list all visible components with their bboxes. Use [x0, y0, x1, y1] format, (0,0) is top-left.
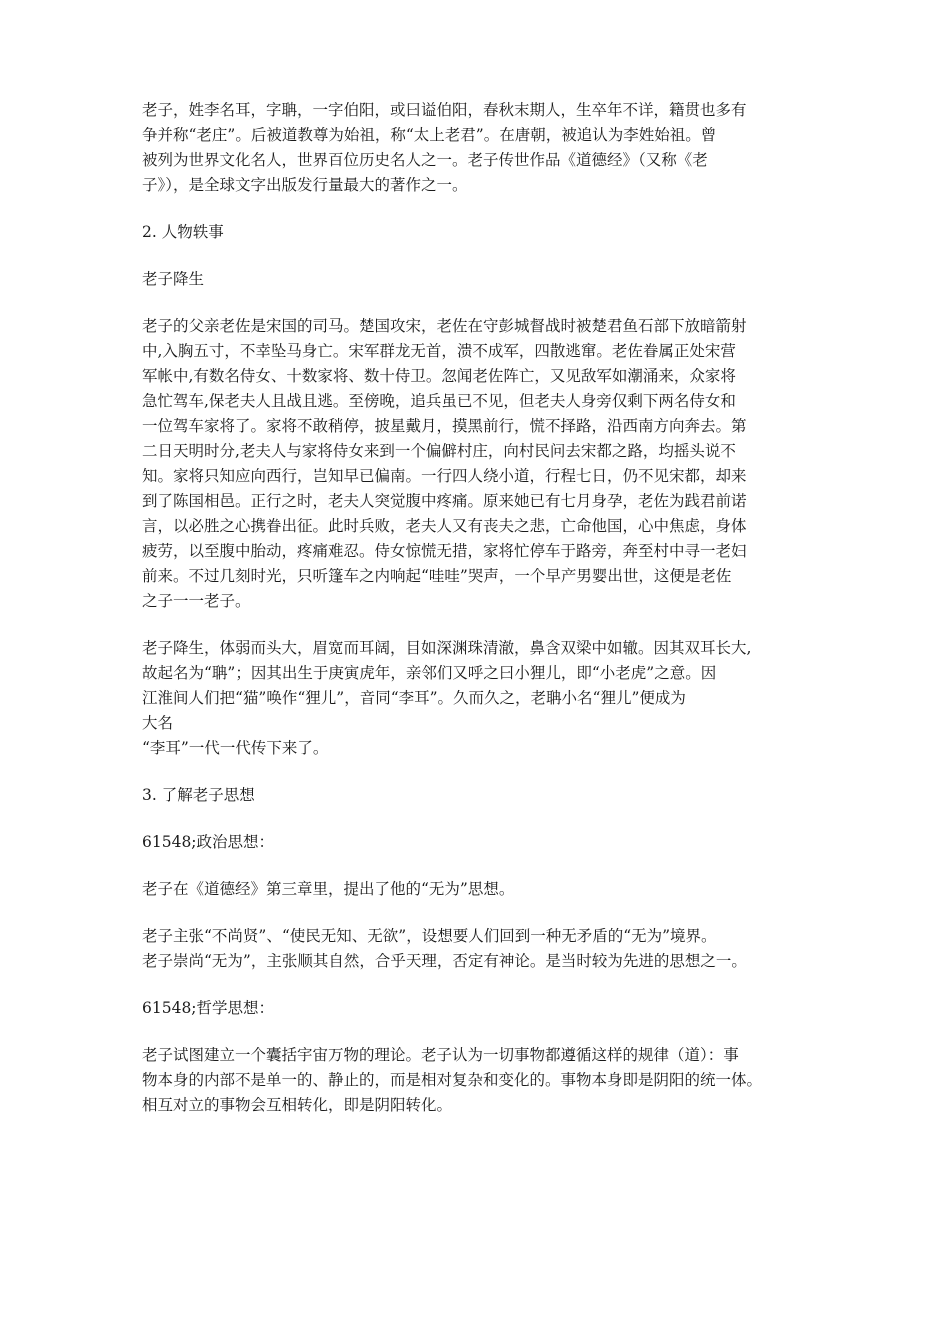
philosophy-line: 相互对立的事物会互相转化，即是阴阳转化。 [142, 1096, 453, 1114]
birth-story-line: 急忙驾车,保老夫人且战且逃。至傍晚，追兵虽已不见，但老夫人身旁仅剩下两名侍女和 [142, 392, 736, 410]
paragraph-gap [142, 808, 814, 830]
politics-paragraph-1 [142, 877, 814, 902]
philosophy-paragraph [142, 1043, 814, 1118]
birth-story-line: 二日天明时分,老夫人与家将侍女来到一个偏僻村庄，向村民问去宋都之路，均摇头说不 [142, 442, 736, 460]
paragraph-gap [142, 974, 814, 996]
intro-line: 老子，姓李名耳，字聃，一字伯阳，或曰谥伯阳，春秋末期人，生卒年不详，籍贯也多有 [142, 101, 747, 119]
paragraph-gap [142, 292, 814, 314]
name-origin-line: 大名 [142, 714, 174, 732]
birth-story-line: 前来。不过几刻时光，只听篷车之内响起“哇哇”哭声，一个早产男婴出世，这便是老佐 [142, 567, 732, 585]
document-body [142, 98, 814, 1118]
politics-line: 老子崇尚“无为”，主张顺其自然，合乎天理，否定有神论。是当时较为先进的思想之一。 [142, 952, 747, 970]
paragraph-gap [142, 761, 814, 783]
name-origin-line: 江淮间人们把“猫”唤作“狸儿”，音同“李耳”。久而久之，老聃小名“狸儿”便成为 [142, 689, 686, 707]
intro-line: 被列为世界文化名人，世界百位历史名人之一。老子传世作品《道德经》（又称《老 [142, 151, 708, 169]
intro-line: 子》），是全球文字出版发行量最大的著作之一。 [142, 176, 468, 194]
politics-label: 61548;政治思想： [142, 833, 275, 851]
politics-line: 老子在《道德经》第三章里，提出了他的“无为”思想。 [142, 880, 515, 898]
name-origin-paragraph [142, 636, 814, 761]
politics-line: 老子主张“不尚贤”、“使民无知、无欲”，设想要人们回到一种无矛盾的“无为”境界。 [142, 927, 717, 945]
birth-story-line: 言，以必胜之心携眷出征。此时兵败，老夫人又有丧夫之悲，亡命他国，心中焦虑，身体 [142, 517, 747, 535]
intro-line: 争并称“老庄”。后被道教尊为始祖，称“太上老君”。在唐朝，被追认为李姓始祖。曾 [142, 126, 717, 144]
philosophy-line: 物本身的内部不是单一的、静止的，而是相对复杂和变化的。事物本身即是阴阳的统一体。 [142, 1071, 763, 1089]
paragraph-gap [142, 855, 814, 877]
birth-story-line: 疲劳，以至腹中胎动，疼痛难忍。侍女惊慌无措，家将忙停车于路旁，奔至村中寻一老妇 [142, 542, 747, 560]
birth-story-line: 老子的父亲老佐是宋国的司马。楚国攻宋，老佐在守彭城督战时被楚君鱼石部下放暗箭射 [142, 317, 747, 335]
paragraph-gap [142, 1021, 814, 1043]
section-3-title: 3. 了解老子思想 [142, 786, 255, 804]
birth-story-line: 一位驾车家将了。家将不敢稍停，披星戴月，摸黑前行，慌不择路，沿西南方向奔去。第 [142, 417, 747, 435]
intro-paragraph [142, 98, 814, 198]
birth-story-paragraph [142, 314, 814, 614]
philosophy-line: 老子试图建立一个囊括宇宙万物的理论。老子认为一切事物都遵循这样的规律（道）：事 [142, 1046, 739, 1064]
name-origin-line: 故起名为“聃”；因其出生于庚寅虎年，亲邻们又呼之曰小狸儿，即“小老虎”之意。因 [142, 664, 717, 682]
philosophy-label: 61548;哲学思想： [142, 999, 275, 1017]
name-origin-line: “李耳”一代一代传下来了。 [142, 739, 329, 757]
section-2-subtitle: 老子降生 [142, 270, 205, 288]
name-origin-line: 老子降生，体弱而头大，眉宽而耳阔，目如深渊珠清澈，鼻含双梁中如辙。因其双耳长大, [142, 639, 752, 657]
paragraph-gap [142, 198, 814, 220]
paragraph-gap [142, 902, 814, 924]
section-2-title: 2. 人物轶事 [142, 223, 224, 241]
birth-story-line: 中,入胸五寸，不幸坠马身亡。宋军群龙无首，溃不成军，四散逃窜。老佐眷属正处宋营 [142, 342, 736, 360]
politics-paragraph-2 [142, 924, 814, 974]
paragraph-gap [142, 245, 814, 267]
birth-story-line: 军帐中,有数名侍女、十数家将、数十侍卫。忽闻老佐阵亡，又见敌军如潮涌来，众家将 [142, 367, 736, 385]
birth-story-line: 之子一一老子。 [142, 592, 251, 610]
paragraph-gap [142, 614, 814, 636]
birth-story-line: 到了陈国相邑。正行之时，老夫人突觉腹中疼痛。原来她已有七月身孕，老佐为践君前诺 [142, 492, 747, 510]
birth-story-line: 知。家将只知应向西行，岂知早已偏南。一行四人绕小道，行程七日，仍不见宋都，却来 [142, 467, 747, 485]
